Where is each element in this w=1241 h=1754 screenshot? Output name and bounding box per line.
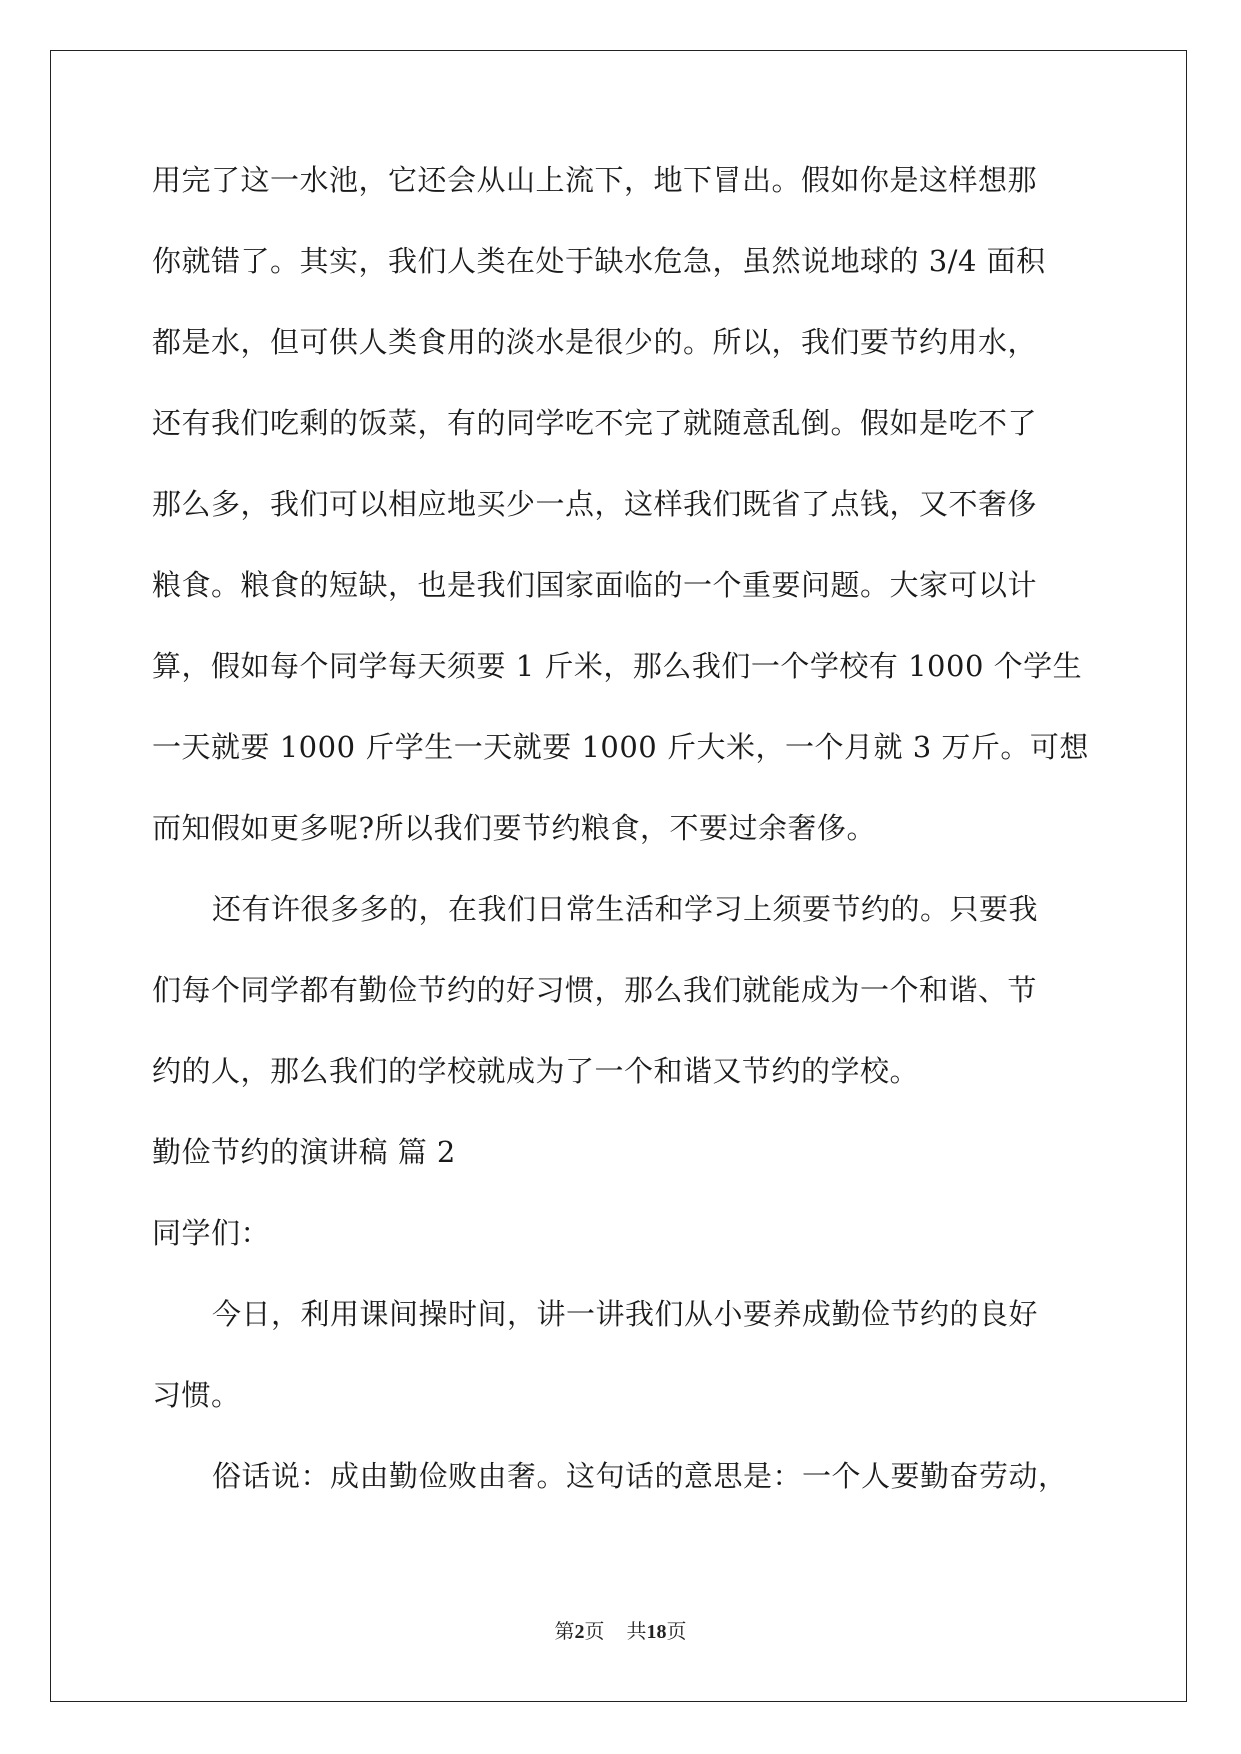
paragraph-start: 今日，利用课间操时间，讲一讲我们从小要养成勤俭节约的良好 (212, 1297, 1039, 1331)
body-line: 们每个同学都有勤俭节约的好习惯，那么我们就能成为一个和谐、节 (152, 973, 1038, 1007)
body-line: 习惯。 (152, 1378, 241, 1412)
body-line: 你就错了。其实，我们人类在处于缺水危急，虽然说地球的 3/4 面积 (152, 244, 1046, 278)
body-line: 而知假如更多呢?所以我们要节约粮食，不要过余奢侈。 (152, 811, 877, 845)
body-line: 还有我们吃剩的饭菜，有的同学吃不完了就随意乱倒。假如是吃不了 (152, 406, 1038, 440)
body-line: 一天就要 1000 斤学生一天就要 1000 斤大米，一个月就 3 万斤。可想 (152, 730, 1089, 764)
footer-prefix: 第 (554, 1619, 575, 1643)
section-heading: 勤俭节约的演讲稿 篇 2 (152, 1135, 456, 1169)
body-line: 那么多，我们可以相应地买少一点，这样我们既省了点钱，又不奢侈 (152, 487, 1038, 521)
footer-total-prefix: 共 (626, 1619, 647, 1643)
current-page-number: 2 (574, 1621, 585, 1643)
paragraph-start: 俗话说：成由勤俭败由奢。这句话的意思是：一个人要勤奋劳动， (212, 1459, 1068, 1493)
paragraph-start: 还有许很多多的，在我们日常生活和学习上须要节约的。只要我 (212, 892, 1039, 926)
footer-total-suffix: 页 (666, 1619, 687, 1643)
body-line: 算，假如每个同学每天须要 1 斤米，那么我们一个学校有 1000 个学生 (152, 649, 1083, 683)
total-pages-number: 18 (646, 1621, 667, 1643)
body-line: 粮食。粮食的短缺，也是我们国家面临的一个重要问题。大家可以计 (152, 568, 1038, 602)
body-line: 用完了这一水池，它还会从山上流下，地下冒出。假如你是这样想那 (152, 163, 1038, 197)
salutation: 同学们： (152, 1216, 271, 1250)
body-line: 约的人，那么我们的学校就成为了一个和谐又节约的学校。 (152, 1054, 920, 1088)
document-body (152, 160, 1092, 1537)
footer-page-suffix: 页 (584, 1619, 605, 1643)
page-footer (0, 1618, 1241, 1645)
body-line: 都是水，但可供人类食用的淡水是很少的。所以，我们要节约用水， (152, 325, 1038, 359)
